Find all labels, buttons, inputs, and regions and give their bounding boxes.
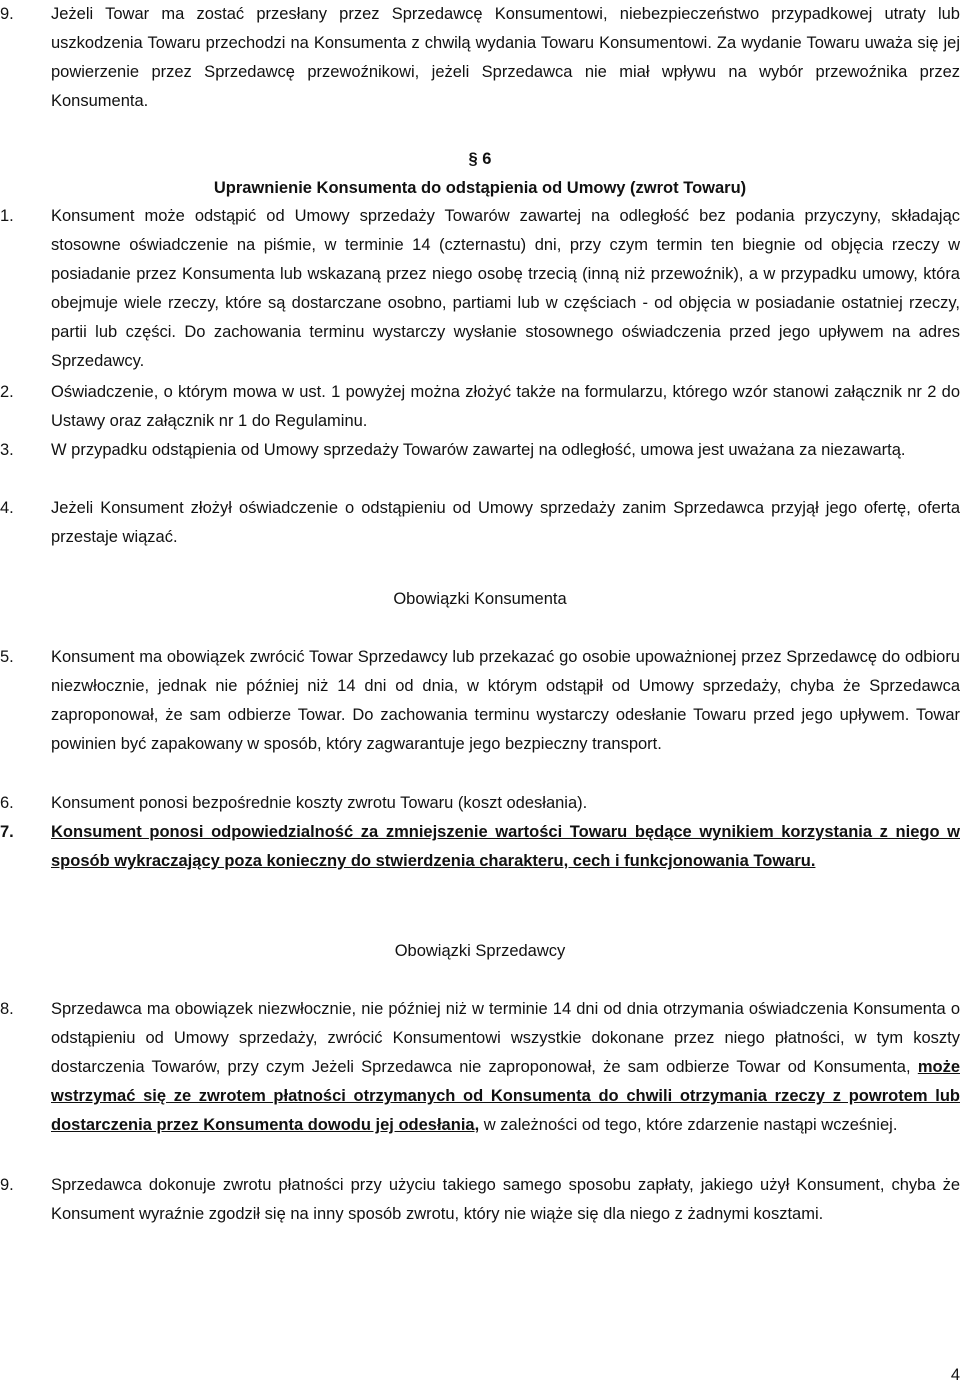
clause-text-emphasized: może wstrzymać się ze zwrotem płatności otrzymanych od Konsumenta do chwili otrzymania rzeczy z powrotem lub dostarczenia przez Konsumenta dowodu jej odesłania, — [51, 1058, 960, 1134]
clause-8 — [0, 995, 960, 1140]
clause-text: Konsument ponosi bezpośrednie koszty zwrotu Towaru (koszt odesłania). — [51, 794, 588, 812]
heading-seller-obligations: Obowiązki Sprzedawcy — [394, 942, 566, 960]
clause-number: 9. — [0, 5, 14, 23]
clause-9-refund-method — [0, 1171, 960, 1229]
clause-number: 3. — [0, 441, 14, 459]
clause-text: Oświadczenie, o którym mowa w ust. 1 powyżej można złożyć także na formularzu, którego wzór stanowi załącznik nr 2 do Ustawy oraz załącznik nr 1 do Regulaminu. — [51, 383, 960, 430]
clause-6 — [0, 789, 960, 818]
clause-9-risk-transfer — [0, 0, 960, 116]
clause-number: 9. — [0, 1176, 14, 1194]
clause-text: W przypadku odstąpienia od Umowy sprzedaży Towarów zawartej na odległość, umowa jest uważana za niezawartą. — [51, 441, 906, 459]
clause-text: Konsument może odstąpić od Umowy sprzedaży Towarów zawartej na odległość bez podania przyczyny, składając stosowne oświadczenie na piśmie, w terminie 14 (czternastu) dni, przy czym termin ten biegnie od objęcia rzeczy w posiadanie przez Konsumenta lub wskazaną przez niego osobę trzecią (inną niż przewoźnik), a w przypadku umowy, która obejmuje wiele rzeczy, które są dostarczane osobno, partiami lub w częściach - od objęcia w posiadanie ostatniej rzeczy, partii lub części. Do zachowania terminu wystarczy wysłanie stosownego oświadczenia przed jego upływem na adres Sprzedawcy. — [51, 207, 960, 370]
clause-2 — [0, 378, 960, 436]
clause-3 — [0, 436, 960, 465]
section-sign: § 6 — [468, 150, 492, 168]
clause-text: Jeżeli Konsument złożył oświadczenie o odstąpieniu od Umowy sprzedaży zanim Sprzedawca przyjął jego ofertę, oferta przestaje wiązać. — [51, 499, 960, 546]
page-number: 4 — [950, 1366, 960, 1384]
clause-4 — [0, 494, 960, 552]
clause-1 — [0, 202, 960, 376]
clause-text-plain: Sprzedawca ma obowiązek niezwłocznie, nie później niż w terminie 14 dni od dnia otrzymania oświadczenia Konsumenta o odstąpieniu od Umowy sprzedaży, zwrócić Konsumentowi wszystkie dokonane przez niego płatności, w tym koszty dostarczenia Towarów, przy czym Jeżeli Sprzedawca nie zaproponował, że sam odbierze Towar od Konsumenta, — [51, 1000, 960, 1076]
clause-text-emphasized: Konsument ponosi odpowiedzialność za zmniejszenie wartości Towaru będące wynikiem korzystania z niego w sposób wykraczający poza konieczny do stwierdzenia charakteru, cech i funkcjonowania Towaru. — [51, 823, 960, 870]
clause-text: Jeżeli Towar ma zostać przesłany przez Sprzedawcę Konsumentowi, niebezpieczeństwo przypadkowej utraty lub uszkodzenia Towaru przechodzi na Konsumenta z chwilą wydania Towaru Konsumentowi. Za wydanie Towaru uważa się jej powierzenie przez Sprzedawcę przewoźnikowi, jeżeli Sprzedawca nie miał wpływu na wybór przewoźnika przez Konsumenta. — [51, 5, 960, 110]
clause-text: Sprzedawca dokonuje zwrotu płatności przy użyciu takiego samego sposobu zapłaty, jakiego użył Konsument, chyba że Konsument wyraźnie zgodził się na inny sposób zwrotu, który nie wiąże się dla niego z żadnymi kosztami. — [51, 1176, 960, 1223]
clause-number: 1. — [0, 207, 14, 225]
clause-number: 6. — [0, 794, 14, 812]
section-title: Uprawnienie Konsumenta do odstąpienia od Umowy (zwrot Towaru) — [213, 179, 747, 197]
clause-7 — [0, 818, 960, 876]
clause-text — [51, 995, 960, 1140]
clause-text: Konsument ma obowiązek zwrócić Towar Sprzedawcy lub przekazać go osobie upoważnionej przez Sprzedawcę do odbioru niezwłocznie, jednak nie później niż 14 dni od dnia, w którym odstąpił od Umowy sprzedaży, chyba że Sprzedawca zaproponował, że sam odbierze Towar. Do zachowania terminu wystarczy odesłanie Towaru przed jego upływem. Towar powinien być zapakowany w sposób, który zagwarantuje jego bezpieczny transport. — [51, 648, 960, 753]
heading-consumer-obligations: Obowiązki Konsumenta — [393, 590, 567, 608]
clause-number: 4. — [0, 499, 14, 517]
clause-5 — [0, 643, 960, 759]
clause-number: 8. — [0, 1000, 14, 1018]
clause-text-tail: w zależności od tego, które zdarzenie nastąpi wcześniej. — [483, 1116, 898, 1134]
clause-number: 5. — [0, 648, 14, 666]
clause-number: 2. — [0, 383, 14, 401]
clause-number: 7. — [0, 823, 14, 841]
